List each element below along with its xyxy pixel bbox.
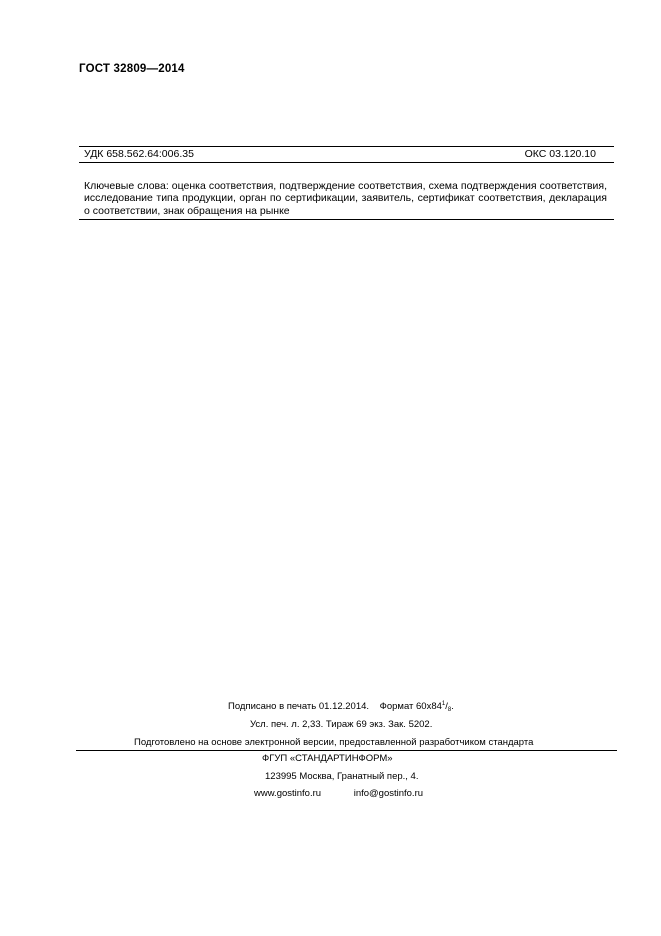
- website-link[interactable]: www.gostinfo.ru: [254, 788, 322, 799]
- contact-line: [254, 788, 423, 799]
- imprint-rule: [76, 750, 617, 751]
- publisher-address: 123995 Москва, Гранатный пер., 4.: [265, 771, 419, 782]
- standard-code: ГОСТ 32809—2014: [79, 63, 185, 75]
- oks-code: ОКС 03.120.10: [524, 148, 596, 160]
- signed-to-print-line: [228, 701, 454, 712]
- keywords-paragraph: Ключевые слова: оценка соответствия, подтверждение соответствия, схема подтверждения соответствия, исследование типа продукции, орган по сертификации, заявитель, сертификат соответствия, декларация о соответствии, знак обращения на рынке: [84, 180, 607, 217]
- format-end: .: [451, 701, 454, 712]
- format-fraction-denominator: 8: [447, 707, 452, 713]
- print-info-line: Усл. печ. л. 2,33. Тираж 69 экз. Зак. 5202.: [250, 719, 433, 730]
- prepared-note: Подготовлено на основе электронной версии, предоставленной разработчиком стандарта: [134, 737, 534, 748]
- top-rule: [79, 146, 614, 147]
- format-fraction-numerator: 1: [441, 701, 446, 707]
- email-link[interactable]: info@gostinfo.ru: [353, 788, 424, 799]
- format-fraction-slash: /: [445, 701, 448, 712]
- udk-rule: [79, 162, 614, 163]
- signed-date: Подписано в печать 01.12.2014.: [228, 701, 370, 712]
- publisher-name: ФГУП «СТАНДАРТИНФОРМ»: [262, 753, 393, 764]
- udk-code: УДК 658.562.64:006.35: [84, 148, 194, 160]
- keywords-rule: [79, 219, 614, 220]
- paper-format: Формат 60x84: [379, 701, 442, 712]
- classification-row: [84, 148, 596, 160]
